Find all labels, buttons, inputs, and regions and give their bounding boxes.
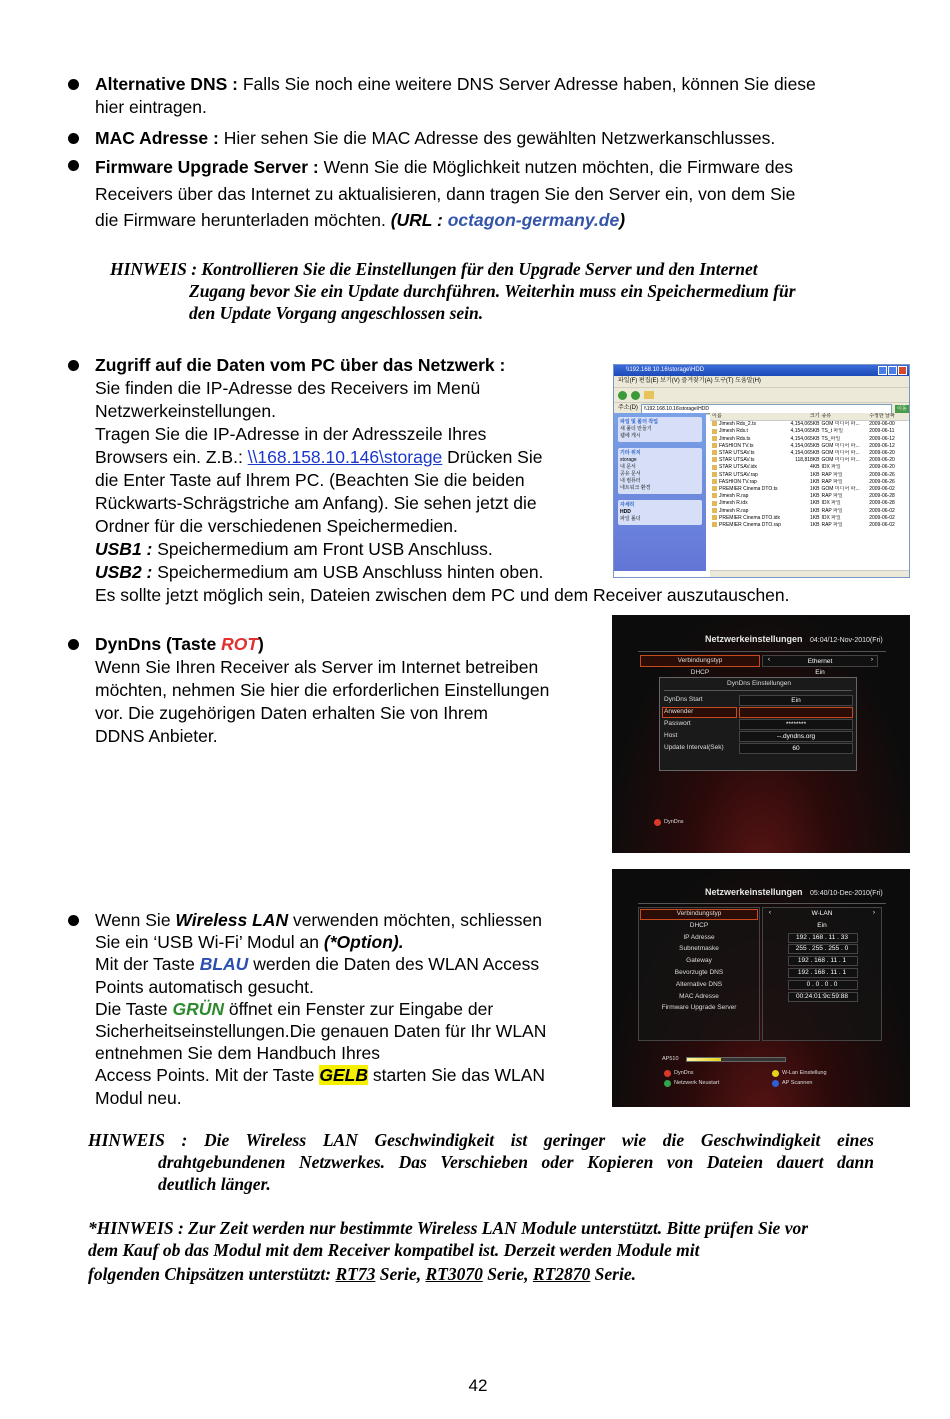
hint3-line3-post: Serie. — [590, 1264, 636, 1284]
dyndns-field-value: Ein — [791, 697, 801, 704]
file-cell: GOM 미디어 파... — [821, 442, 860, 449]
go-button[interactable]: 이동 — [895, 405, 909, 413]
file-cell: 4KB — [810, 464, 820, 471]
minimize-icon[interactable] — [878, 366, 887, 375]
file-name — [710, 450, 790, 457]
mac-address-paragraph — [95, 127, 895, 150]
firmware-server-label: Firmware Upgrade Server : — [95, 157, 319, 177]
dyndns-title-post: ) — [258, 634, 264, 654]
wlan-line3 — [95, 953, 605, 975]
yellow-dot-icon — [772, 1070, 779, 1077]
usb1-label: USB1 : — [95, 539, 153, 559]
bullet-dot — [68, 639, 79, 650]
dyndns-field-value: ******** — [785, 721, 807, 728]
explorer-task-pane — [614, 413, 706, 571]
hint-upgrade-server — [110, 258, 890, 324]
file-cell: 2009-06-02 — [869, 514, 895, 521]
dhcp-label: DHCP — [690, 669, 710, 676]
wlan-setting-label: IP Adresse — [683, 933, 715, 941]
hint1-line1: HINWEIS : Kontrollieren Sie die Einstellungen für den Upgrade Server und den Internet — [110, 259, 758, 279]
file-icon — [712, 486, 717, 491]
dyndns-line3: vor. Die zugehörigen Daten erhalten Sie von Ihrem — [95, 703, 489, 723]
file-list-header — [710, 413, 909, 421]
hint2-line2: drahtgebundenen Netzwerkes. Das Verschieben oder Kopieren von Dateien dauert dann — [158, 1152, 874, 1172]
chipset-rt3070: RT3070 — [425, 1264, 483, 1284]
file-icon — [712, 450, 717, 455]
dyndns-paragraph — [95, 633, 605, 748]
wlan-setting-label: Subnetmaske — [679, 945, 719, 953]
file-cell: 1KB — [810, 507, 820, 514]
address-input[interactable]: \\192.168.10.16\storage\HDD — [641, 404, 892, 414]
file-icon — [712, 429, 717, 434]
file-icon — [712, 493, 717, 498]
color-key-label: W-Lan Einstellung — [782, 1070, 827, 1076]
task-panel — [618, 417, 702, 442]
window-controls — [878, 366, 907, 375]
chipset-rt73: RT73 — [335, 1264, 376, 1284]
access-point-name: AP510 — [662, 1056, 679, 1062]
file-name-text: Jimesh R.rap — [719, 493, 749, 500]
file-name — [710, 443, 790, 450]
url-prefix: (URL : — [390, 210, 448, 230]
file-row[interactable] — [710, 428, 909, 435]
file-cell: GOM 미디어 파... — [821, 450, 860, 457]
file-name-text: STAR UTSAV.idx — [719, 464, 757, 471]
explorer-title: \\192.168.10.16\storage\HDD — [626, 367, 705, 373]
wlan-line2-pre: Sie ein ‘USB Wi-Fi’ Modul an — [95, 932, 324, 953]
task-panel-head[interactable]: 기타 위치 — [620, 450, 641, 456]
file-icon — [712, 457, 717, 462]
firmware-text-3: die Firmware herunterladen möchten. — [95, 210, 391, 230]
file-icon — [712, 472, 717, 477]
wlan-setting-value: 255 . 255 . 255 . 0 — [795, 945, 849, 953]
file-cell: TS_파일 — [821, 435, 841, 442]
mac-address-label: MAC Adresse : — [95, 128, 219, 148]
file-name — [710, 500, 790, 507]
file-cell: 2009-06-20 — [869, 457, 895, 464]
tv-date: 05:40/10-Dec-2010(Fri) — [810, 890, 883, 897]
chipset-rt2870: RT2870 — [532, 1264, 591, 1284]
file-cell: 2009-06-00 — [869, 421, 895, 428]
file-cell: 1KB — [810, 493, 820, 500]
file-row[interactable] — [710, 486, 909, 493]
file-name — [710, 457, 790, 464]
file-name — [710, 472, 790, 479]
explorer-menubar[interactable]: 파일(F) 편집(E) 보기(V) 즐겨찾기(A) 도구(T) 도움말(H) — [614, 376, 909, 388]
tv-screen-title: Netzwerkeinstellungen — [705, 887, 803, 897]
wlan-line4: Points automatisch gesucht. — [95, 976, 314, 997]
file-cell: 2009-06-02 — [869, 522, 895, 529]
file-cell: RAP 파일 — [821, 493, 843, 500]
wlan-line8-post: starten Sie das WLAN — [367, 1065, 546, 1086]
alternative-dns-text: Falls Sie noch eine weitere DNS Server Adresse haben, können Sie diese — [237, 74, 816, 94]
task-item[interactable]: 공유 문서 — [620, 471, 641, 477]
hint3-line3 — [88, 1263, 888, 1285]
file-icon — [712, 522, 717, 527]
task-item[interactable]: 새 폴더 만들기 — [620, 426, 652, 432]
hint3-line1: *HINWEIS : Zur Zeit werden nur bestimmte Wireless LAN Module unterstützt. Bitte prüfen Sie vor — [88, 1218, 809, 1238]
firmware-text-2: Receivers über das Internet zu aktualisieren, dann tragen Sie den Server ein, von dem Sie — [95, 183, 796, 204]
maximize-icon[interactable] — [888, 366, 897, 375]
alternative-dns-text-2: hier eintragen. — [95, 97, 207, 117]
file-icon — [712, 501, 717, 506]
column-header[interactable]: 크기 — [809, 413, 820, 419]
file-name-text: STAR UTSAV.ts — [719, 457, 755, 464]
file-cell: TS_t 파일 — [821, 428, 844, 435]
file-name-text: FASHION TV.ts — [719, 442, 754, 449]
alternative-dns-paragraph — [95, 73, 895, 119]
file-name-text: PREMIER Cinema DTO.rap — [719, 522, 781, 529]
file-row[interactable] — [710, 457, 909, 464]
file-cell: 4,154,065KB — [790, 428, 820, 435]
hint3-line2: dem Kauf ob das Modul mit dem Receiver kompatibel ist. Derzeit werden Module mit — [88, 1240, 700, 1260]
pc-access-title: Zugriff auf die Daten vom PC über das Netzwerk : — [95, 355, 506, 375]
file-row[interactable] — [710, 500, 909, 507]
chevron-right-icon[interactable]: › — [870, 656, 874, 663]
bullet-dot — [68, 160, 79, 171]
wireless-lan-paragraph — [95, 909, 605, 1109]
task-item[interactable]: storage — [620, 457, 637, 463]
file-row[interactable] — [710, 508, 909, 515]
file-name — [710, 508, 790, 515]
wlan-setting-value: 192 . 168 . 11 . 33 — [796, 933, 848, 941]
separator: Serie, — [375, 1264, 426, 1284]
address-label: 주소(D) — [618, 405, 638, 411]
file-row[interactable] — [710, 479, 909, 486]
details-panel — [618, 500, 702, 525]
connection-type-label: Verbindungstyp — [677, 657, 723, 664]
color-key-label: Netzwerk Neustart — [674, 1080, 720, 1086]
task-panel-head[interactable]: 자세히 — [620, 502, 635, 508]
file-name — [710, 493, 790, 500]
usb2-label: USB2 : — [95, 562, 153, 582]
pc-access-line4-post: Drücken Sie — [442, 447, 543, 467]
wlan-setting-label: Firmware Upgrade Server — [661, 1004, 737, 1012]
file-list — [710, 413, 909, 571]
bullet-dot — [68, 360, 79, 371]
hint2-line3: deutlich länger. — [158, 1174, 271, 1194]
close-icon[interactable] — [898, 366, 907, 375]
hint-wireless-speed — [88, 1129, 874, 1195]
file-cell: 118,818KB — [795, 457, 820, 464]
file-cell: IDX 파일 — [821, 500, 841, 507]
file-name — [710, 486, 790, 493]
hint2-line1: HINWEIS : Die Wireless LAN Geschwindigkeit ist geringer wie die Geschwindigkeit eines — [88, 1130, 874, 1150]
wlan-line9: Modul neu. — [95, 1087, 182, 1108]
usb2-text: Speichermedium am USB Anschluss hinten oben. — [152, 562, 544, 582]
wlan-line5 — [95, 998, 605, 1020]
file-name-text: STAR UTSAV.ts — [719, 450, 755, 457]
file-name-text: Jimesh Rds.t — [719, 428, 748, 435]
file-icon — [712, 515, 717, 520]
wlan-line8 — [95, 1064, 605, 1086]
file-cell: GOM 미디어 파... — [821, 486, 860, 493]
pc-access-line7: Ordner für die verschiedenen Speichermedien. — [95, 516, 458, 536]
column-header[interactable]: 수정한 날짜 — [869, 413, 895, 419]
wlan-line3-pre: Mit der Taste — [95, 954, 200, 975]
file-row[interactable] — [710, 464, 909, 471]
pc-access-line5: die Enter Taste auf Ihrem PC. (Beachten Sie die beiden — [95, 470, 525, 490]
firmware-text-1: Wenn Sie die Möglichkeit nutzen möchten, die Firmware des — [318, 157, 794, 177]
color-key-label: DynDns — [674, 1070, 694, 1076]
wlan-setting-value: 0 . 0 . 0 . 0 — [806, 980, 838, 988]
file-cell: 1KB — [810, 471, 820, 478]
wlan-emphasis: Wireless LAN — [175, 910, 289, 930]
file-row[interactable] — [710, 472, 909, 479]
hint1-line2: Zugang bevor Sie ein Update durchführen. Weiterhin muss ein Speichermedium für — [189, 281, 796, 301]
dhcp-value: Ein — [815, 669, 825, 676]
file-cell: RAP 파일 — [821, 478, 843, 485]
wlan-setting-value: W-LAN — [811, 910, 833, 917]
task-panel-head[interactable]: 파일 및 폴더 작업 — [620, 419, 658, 425]
explorer-toolbar — [614, 388, 909, 403]
blue-key-label: BLAU — [199, 954, 249, 975]
wlan-setting-label: Alternative DNS — [675, 980, 723, 988]
hint1-line3: den Update Vorgang angeschlossen sein. — [189, 303, 484, 323]
file-name-text: Jimesh R.rap — [719, 507, 749, 514]
task-item: 파일 폴더 — [620, 516, 641, 522]
dyndns-field-value: 60 — [792, 745, 800, 752]
task-item[interactable]: 내 컴퓨터 — [620, 478, 641, 484]
file-icon — [712, 443, 717, 448]
other-places-panel — [618, 448, 702, 494]
file-cell: 2009-06-20 — [869, 450, 895, 457]
file-cell: RAP 파일 — [821, 522, 843, 529]
explorer-titlebar — [614, 365, 909, 376]
file-cell: 2009-06-02 — [869, 486, 895, 493]
file-cell: IDX 파일 — [821, 464, 841, 471]
file-cell: RAP 파일 — [821, 507, 843, 514]
file-name — [710, 464, 790, 471]
file-rows — [710, 421, 909, 529]
file-row[interactable] — [710, 515, 909, 522]
connection-type-value: Ethernet — [807, 658, 833, 665]
chevron-right-icon[interactable]: › — [872, 909, 876, 916]
wlan-line1-pre: Wenn Sie — [95, 910, 176, 930]
dyndns-field-input[interactable] — [739, 707, 853, 718]
wlan-line6: Sicherheitseinstellungen.Die genauen Daten für Ihr WLAN — [95, 1021, 547, 1042]
file-cell: 1KB — [810, 478, 820, 485]
wlan-setting-label[interactable]: Verbindungstyp — [676, 910, 722, 917]
chevron-left-icon[interactable]: ‹ — [767, 656, 771, 663]
dyndns-field-label: Passwort — [664, 720, 691, 727]
blue-dot-icon — [772, 1080, 779, 1087]
usb1-text: Speichermedium am Front USB Anschluss. — [152, 539, 493, 559]
pc-access-line10: Es sollte jetzt möglich sein, Dateien zwischen dem PC und dem Receiver auszutauschen. — [95, 585, 790, 605]
yellow-key-label: GELB — [319, 1065, 368, 1086]
file-name — [710, 515, 790, 522]
tv-screen-title: Netzwerkeinstellungen — [705, 634, 803, 644]
file-row[interactable] — [710, 443, 909, 450]
file-icon — [712, 508, 717, 513]
wlan-line5-post: öffnet ein Fenster zur Eingabe der — [224, 998, 494, 1019]
file-cell: 4,154,065KB — [790, 435, 820, 442]
chevron-left-icon[interactable]: ‹ — [768, 909, 772, 916]
dyndns-field-label: Host — [664, 732, 678, 739]
file-cell: 2009-06-11 — [869, 428, 895, 435]
dyndns-field-label: Anwender — [664, 708, 694, 715]
mac-address-text: Hier sehen Sie die MAC Adresse des gewählten Netzwerkanschlusses. — [218, 128, 776, 148]
page-number: 42 — [468, 1376, 488, 1395]
file-cell: 4,154,065KB — [790, 421, 820, 428]
file-cell: 2009-06-12 — [869, 435, 895, 442]
wlan-line5-pre: Die Taste — [95, 998, 173, 1019]
wlan-setting-value: Ein — [817, 921, 827, 929]
hint-supported-modules — [88, 1217, 888, 1285]
firmware-server-paragraph — [95, 154, 905, 234]
red-key-label: ROT — [221, 634, 259, 654]
file-row[interactable] — [710, 421, 909, 428]
file-cell: 2009-06-28 — [869, 500, 895, 507]
file-name-text: STAR UTSAV.rap — [719, 471, 758, 478]
task-item[interactable]: 네트워크 환경 — [620, 485, 651, 491]
pc-access-line1: Sie finden die IP-Adresse des Receivers im Menü — [95, 378, 481, 398]
wlan-setting-label: DHCP — [689, 921, 709, 929]
wlan-line1 — [95, 909, 605, 931]
separator: Serie, — [482, 1264, 533, 1284]
file-cell: 4,154,065KB — [790, 450, 820, 457]
tv-date: 04:04/12-Nov-2010(Fri) — [810, 637, 883, 644]
file-cell: 1KB — [810, 514, 820, 521]
wlan-line8-pre: Access Points. Mit der Taste — [95, 1065, 320, 1086]
folder-icon[interactable] — [644, 391, 654, 399]
bullet-dot — [68, 915, 79, 926]
file-cell: 2009-06-28 — [869, 493, 895, 500]
file-name-text: Jimesh Rds.ts — [719, 435, 751, 442]
wlan-setting-label: Bevorzugte DNS — [674, 969, 724, 976]
bullet-dot — [68, 79, 79, 90]
wlan-line2 — [95, 931, 605, 953]
file-name — [710, 479, 790, 486]
dyndns-tv-screenshot — [612, 615, 910, 853]
file-row[interactable] — [710, 522, 909, 529]
file-name — [710, 428, 790, 435]
color-key-label: AP Scannen — [782, 1080, 813, 1086]
dyndns-line1: Wenn Sie Ihren Receiver als Server im Internet betreiben — [95, 657, 539, 677]
wlan-setting-value: 00:24:01:9c:59:88 — [795, 992, 849, 1000]
file-icon — [712, 436, 717, 441]
file-cell: 2009-06-12 — [869, 442, 895, 449]
file-icon — [712, 421, 717, 426]
dyndns-field-value: --.dyndns.org — [776, 733, 816, 740]
dyndns-title-pre: DynDns (Taste — [95, 634, 222, 654]
wlan-line7: entnehmen Sie dem Handbuch Ihres — [95, 1043, 381, 1064]
file-row[interactable] — [710, 450, 909, 457]
file-name-text: Jimesh R.idx — [719, 500, 748, 507]
green-key-label: GRÜN — [172, 998, 225, 1019]
file-name-text: PREMIER Cinema DTO.idx — [719, 514, 781, 521]
tv1-footer-label: DynDns — [664, 819, 684, 825]
file-name-text: FASHION TV.rap — [719, 478, 757, 485]
file-name — [710, 436, 790, 443]
file-icon — [712, 465, 717, 470]
file-cell: 1KB — [810, 522, 820, 529]
file-cell: 1KB — [810, 486, 820, 493]
file-name — [710, 522, 790, 529]
file-name — [710, 421, 790, 428]
hint3-line3-pre: folgenden Chipsätzen unterstützt: — [88, 1264, 336, 1284]
file-cell: 2009-06-26 — [869, 478, 895, 485]
file-cell: GOM 미디어 파... — [821, 421, 860, 428]
file-name-text: PREMIER Cinema DTO.ts — [719, 486, 778, 493]
bullet-dot — [68, 133, 79, 144]
file-cell: RAP 파일 — [821, 471, 843, 478]
wlan-tv-screenshot — [612, 869, 910, 1107]
dyndns-field-label: Update Interval(Sek) — [664, 744, 724, 751]
red-dot-icon — [664, 1070, 671, 1077]
forward-icon[interactable] — [631, 391, 640, 400]
wlan-setting-value: 192 . 168 . 11 . 1 — [797, 957, 847, 965]
dyndns-field-label: DynDns Start — [664, 696, 703, 703]
file-cell: 2009-06-26 — [869, 471, 895, 478]
file-cell: 1KB — [810, 500, 820, 507]
wlan-line3-post: werden die Daten des WLAN Access — [248, 954, 540, 975]
file-cell: 2009-06-20 — [869, 464, 895, 471]
url-suffix: ) — [619, 210, 626, 230]
task-item: HDD — [620, 509, 631, 515]
file-cell: 4,154,065KB — [790, 442, 820, 449]
file-row[interactable] — [710, 436, 909, 443]
pc-access-line6: Rückwarts-Schrägstriche am Anfang). Sie sehen jetzt die — [95, 493, 537, 513]
file-icon — [712, 479, 717, 484]
task-item[interactable]: 내 문서 — [620, 464, 636, 470]
column-header[interactable]: 이름 — [712, 413, 722, 419]
wlan-setting-label: Gateway — [686, 957, 712, 965]
column-header[interactable]: 종류 — [821, 413, 832, 419]
pc-access-line2: Netzwerkeinstellungen. — [95, 401, 276, 421]
alternative-dns-label: Alternative DNS : — [95, 74, 238, 94]
dyndns-dialog-title: DynDns Einstellungen — [727, 680, 791, 687]
file-cell: 2009-06-02 — [869, 507, 895, 514]
pc-access-line4-pre: Browsers ein. Z.B.: — [95, 447, 248, 467]
wlan-setting-label: MAC Adresse — [679, 992, 719, 1000]
pc-access-line3: Tragen Sie die IP-Adresse in der Adresszeile Ihres — [95, 424, 487, 444]
storage-path-link[interactable]: \\168.158.10.146\storage — [247, 447, 443, 467]
option-note: (*Option). — [323, 932, 404, 953]
red-dot-icon — [654, 819, 661, 826]
dyndns-title — [95, 633, 605, 656]
wlan-line1-post: verwenden möchten, schliessen — [288, 910, 542, 930]
green-dot-icon — [664, 1080, 671, 1087]
horizontal-scrollbar[interactable] — [710, 570, 909, 577]
back-icon[interactable] — [618, 391, 627, 400]
signal-strength-bar — [686, 1057, 786, 1062]
wlan-setting-value: 192 . 168 . 11 . 1 — [797, 969, 847, 976]
firmware-url-link[interactable]: octagon-germany.de — [447, 210, 620, 230]
dyndns-line2: möchten, nehmen Sie hier die erforderlichen Einstellungen — [95, 680, 550, 700]
dyndns-line4: DDNS Anbieter. — [95, 726, 218, 746]
file-cell: GOM 미디어 파... — [821, 457, 860, 464]
file-cell: IDX 파일 — [821, 514, 841, 521]
file-row[interactable] — [710, 493, 909, 500]
file-name-text: Jimesh Rds_2.ts — [719, 421, 756, 428]
explorer-screenshot — [613, 364, 910, 578]
signal-strength-fill — [687, 1058, 721, 1061]
task-item[interactable]: 웹에 게시 — [620, 433, 641, 439]
